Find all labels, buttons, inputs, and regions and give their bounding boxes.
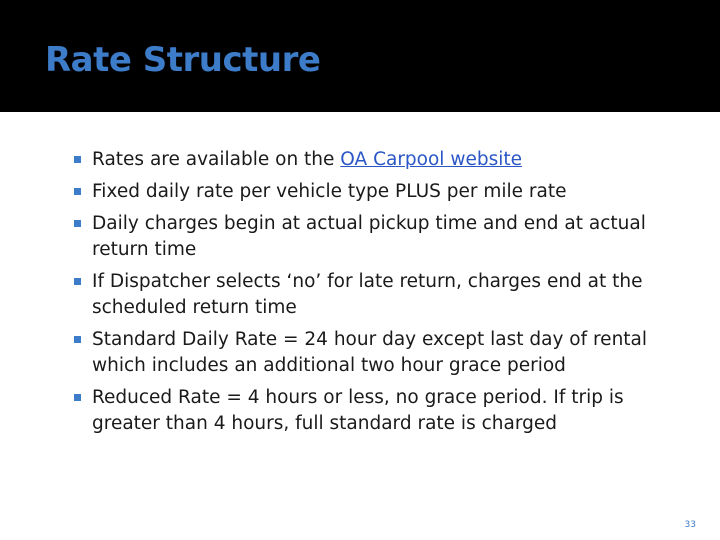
bullet-text: If Dispatcher selects ‘no’ for late return, charges end at the scheduled return time [92,271,643,318]
slide-title: Rate Structure [45,40,321,80]
bullet-list [74,147,684,443]
page-number: 33 [684,520,696,530]
square-bullet-icon [74,156,81,163]
bullet-item-daily-charges [74,211,684,263]
bullet-text: Rates are available on the [92,149,341,170]
oa-carpool-website-link[interactable]: OA Carpool website [340,149,522,170]
title-bar [0,0,720,112]
bullet-text: Standard Daily Rate = 24 hour day except last day of rental which includes an additional two hour grace period [92,329,648,376]
bullet-text: Daily charges begin at actual pickup time and end at actual return time [92,213,646,260]
bullet-item-rates-available [74,147,684,173]
bullet-text: Reduced Rate = 4 hours or less, no grace period. If trip is greater than 4 hours, full standard rate is charged [92,387,624,434]
square-bullet-icon [74,220,81,227]
square-bullet-icon [74,336,81,343]
square-bullet-icon [74,188,81,195]
bullet-text: Fixed daily rate per vehicle type PLUS per mile rate [92,181,567,202]
bullet-item-reduced-rate [74,385,684,437]
bullet-item-fixed-daily-rate [74,179,684,205]
square-bullet-icon [74,278,81,285]
square-bullet-icon [74,394,81,401]
bullet-item-standard-daily-rate [74,327,684,379]
bullet-item-late-return [74,269,684,321]
